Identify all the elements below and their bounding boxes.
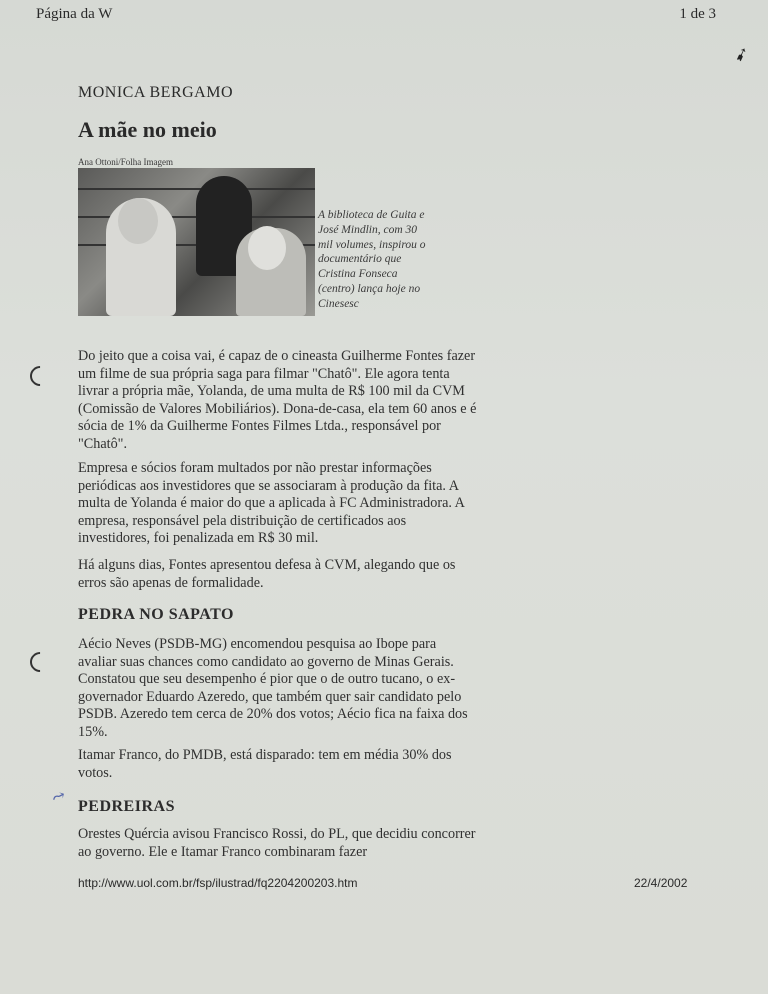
pen-mark-icon: ➹ — [730, 42, 752, 67]
punch-hole-icon — [26, 362, 54, 390]
punch-hole-icon — [26, 648, 54, 676]
paragraph: Itamar Franco, do PMDB, está disparado: tem em média 30% dos votos. — [78, 747, 452, 781]
paragraph: Empresa e sócios foram multados por não prestar informações periódicas aos investidores que se associaram à produção da fita. A multa de Yolanda é maior do que a aplicada à FC Administradora. A empresa, responsável pela distribuição de certificados aos investidores, foi penalizada em R$ 30 mil. — [78, 460, 465, 547]
paragraph: Orestes Quércia avisou Francisco Rossi, do PL, que decidiu concorrer ao governo. Ele e Itamar Franco combinaram fazer — [78, 826, 476, 860]
paragraph: Do jeito que a coisa vai, é capaz de o cineasta Guilherme Fontes fazer um filme de sua própria saga para filmar "Chatô". Ele agora tenta livrar a própria mãe, Yolanda, de uma multa de R$ 100 mil da CVM (Comissão de Valores Mobiliários). Dona-de-casa, ela tem 60 anos e é sócia de 1% da Guilherme Fontes Filmes Ltda., responsável por "Chatô". — [78, 348, 477, 452]
photo-credit: Ana Ottoni/Folha Imagem — [78, 157, 173, 167]
page-counter: 1 de 3 — [679, 6, 716, 22]
print-date: 22/4/2002 — [634, 876, 688, 890]
paragraph: Aécio Neves (PSDB-MG) encomendou pesquisa ao Ibope para avaliar suas chances como candidato ao governo de Minas Gerais. Constatou que seu desempenho é pior que o de outro tucano, o ex-governador Eduardo Azeredo, que também quer sair candidato pelo PSDB. Azeredo tem cerca de 20% dos votos; Aécio fica na faixa dos 15%. — [78, 636, 468, 740]
page-url: http://www.uol.com.br/fsp/ilustrad/fq2204200203.htm — [78, 876, 358, 890]
page-header-left: Página da W — [36, 6, 113, 22]
section-heading: PEDREIRAS — [78, 798, 175, 815]
paragraph: Há alguns dias, Fontes apresentou defesa à CVM, alegando que os erros são apenas de formalidade. — [78, 557, 456, 591]
photo-caption: A biblioteca de Guita e José Mindlin, com 30 mil volumes, inspirou o documentário que Cristina Fonseca (centro) lança hoje no Cinesesc — [318, 209, 426, 310]
handwritten-arrow-icon: ⤳ — [48, 786, 70, 809]
section-heading: PEDRA NO SAPATO — [78, 606, 234, 623]
article-photo — [78, 168, 315, 316]
article-title: A mãe no meio — [78, 117, 217, 142]
column-name: MONICA BERGAMO — [78, 84, 234, 101]
